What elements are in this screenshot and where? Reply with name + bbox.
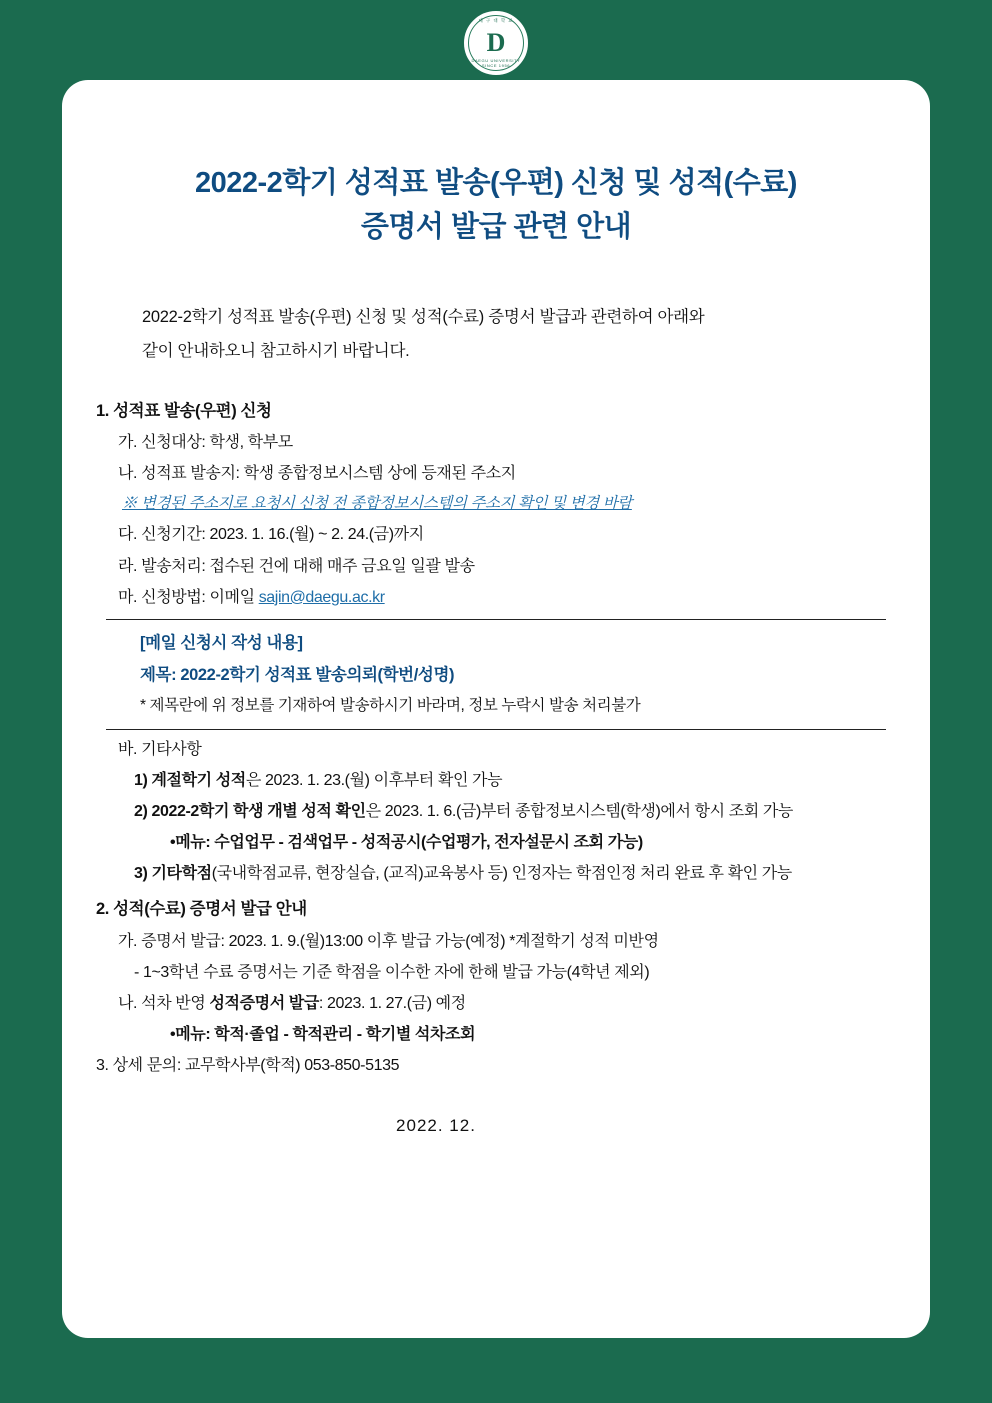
- apply-email-link[interactable]: sajin@daegu.ac.kr: [258, 588, 385, 606]
- section-1-item-a: 가. 신청대상: 학생, 학부모: [118, 433, 293, 451]
- emblem-mark: D: [486, 28, 506, 57]
- menu-path-note-1: •메뉴: 수업업무 - 검색업무 - 성적공시(수업평가, 전자설문시 조회 가능): [170, 834, 643, 852]
- emblem-container: [0, 8, 992, 78]
- section-2-item-b-pre: 나. 석차 반영: [118, 995, 210, 1012]
- page-title-line2: 증명서 발급 관련 안내: [360, 210, 632, 243]
- etc-item-3-bold: 3) 기타학점: [134, 865, 212, 883]
- intro-line-1: 2022-2학기 성적표 발송(우편) 신청 및 성적(수료) 증명서 발급과 관련하여 아래와: [142, 308, 705, 326]
- section-2-item-a: 가. 증명서 발급: 2023. 1. 9.(월)13:00 이후 발급 가능(예정) *계절학기 성적 미반영: [118, 932, 659, 950]
- section-1-item-c: 다. 신청기간: 2023. 1. 16.(월) ~ 2. 24.(금)까지: [118, 526, 424, 544]
- section-1-item-b: 나. 성적표 발송지: 학생 종합정보시스템 상에 등재된 주소지: [118, 464, 516, 482]
- section-1-heading: 1. 성적표 발송(우편) 신청: [96, 401, 272, 420]
- page-title: [96, 162, 896, 249]
- section-1-etc-heading: 바. 기타사항: [118, 740, 202, 758]
- section-1-item-d: 라. 발송처리: 접수된 건에 대해 매주 금요일 일괄 발송: [118, 557, 475, 575]
- section-3-contact: 3. 상세 문의: 교무학사부(학적) 053-850-5135: [96, 1057, 400, 1075]
- etc-item-1-bold: 1) 계절학기 성적: [134, 771, 246, 789]
- apply-method-label: 마. 신청방법: 이메일: [118, 588, 259, 606]
- emblem-bottom-text: DAEGU UNIVERSITY SINCE 1956: [471, 58, 521, 68]
- notice-page: [62, 80, 930, 1338]
- section-2-item-a-sub: - 1~3학년 수료 증명서는 기준 학점을 이수한 자에 한해 발급 가능(4학년 제외): [134, 963, 650, 981]
- page-title-line1: 2022-2학기 성적표 발송(우편) 신청 및 성적(수료): [195, 167, 797, 199]
- document-date: 2022. 12.: [396, 1115, 476, 1135]
- etc-item-3-rest: (국내학점교류, 현장실습, (교직)교육봉사 등) 인정자는 학점인정 처리 완료 후 확인 가능: [211, 865, 792, 883]
- mail-subject-format: 제목: 2022-2학기 성적표 발송의뢰(학번/성명): [140, 666, 455, 685]
- etc-item-1-rest: 은 2023. 1. 23.(월) 이후부터 확인 가능: [245, 771, 503, 789]
- etc-item-3: [96, 858, 896, 889]
- mail-format-warning: * 제목란에 위 정보를 기재하여 발송하시기 바라며, 정보 누락시 발송 처리불가: [140, 697, 641, 715]
- menu-path-note-2: •메뉴: 학적·졸업 - 학적관리 - 학기별 석차조회: [170, 1026, 476, 1044]
- section-2-item-b: [96, 988, 896, 1019]
- emblem-top-text: 대 구 대 학 교: [478, 18, 514, 23]
- notice-body: [96, 395, 896, 1082]
- etc-item-1: [96, 765, 896, 796]
- section-2-item-b-post: : 2023. 1. 27.(금) 예정: [318, 995, 466, 1012]
- etc-item-2: [96, 796, 896, 827]
- mail-format-title: [메일 신청시 작성 내용]: [140, 633, 303, 652]
- intro-paragraph: [96, 301, 896, 369]
- daegu-university-emblem-icon: [462, 9, 530, 77]
- etc-item-2-bold: 2) 2022-2학기 학생 개별 성적 확인: [134, 802, 366, 820]
- section-2-heading: 2. 성적(수료) 증명서 발급 안내: [96, 900, 307, 919]
- etc-item-2-rest: 은 2023. 1. 6.(금)부터 종합정보시스템(학생)에서 항시 조회 가능: [365, 802, 793, 820]
- mail-format-box: [106, 619, 886, 730]
- address-change-note: ※ 변경된 주소지로 요청시 신청 전 종합정보시스템의 주소지 확인 및 변경 바람: [122, 495, 632, 513]
- intro-line-2: 같이 안내하오니 참고하시기 바랍니다.: [142, 341, 410, 360]
- section-1-item-e: [96, 582, 896, 613]
- section-2-item-b-bold: 성적증명서 발급: [209, 995, 319, 1012]
